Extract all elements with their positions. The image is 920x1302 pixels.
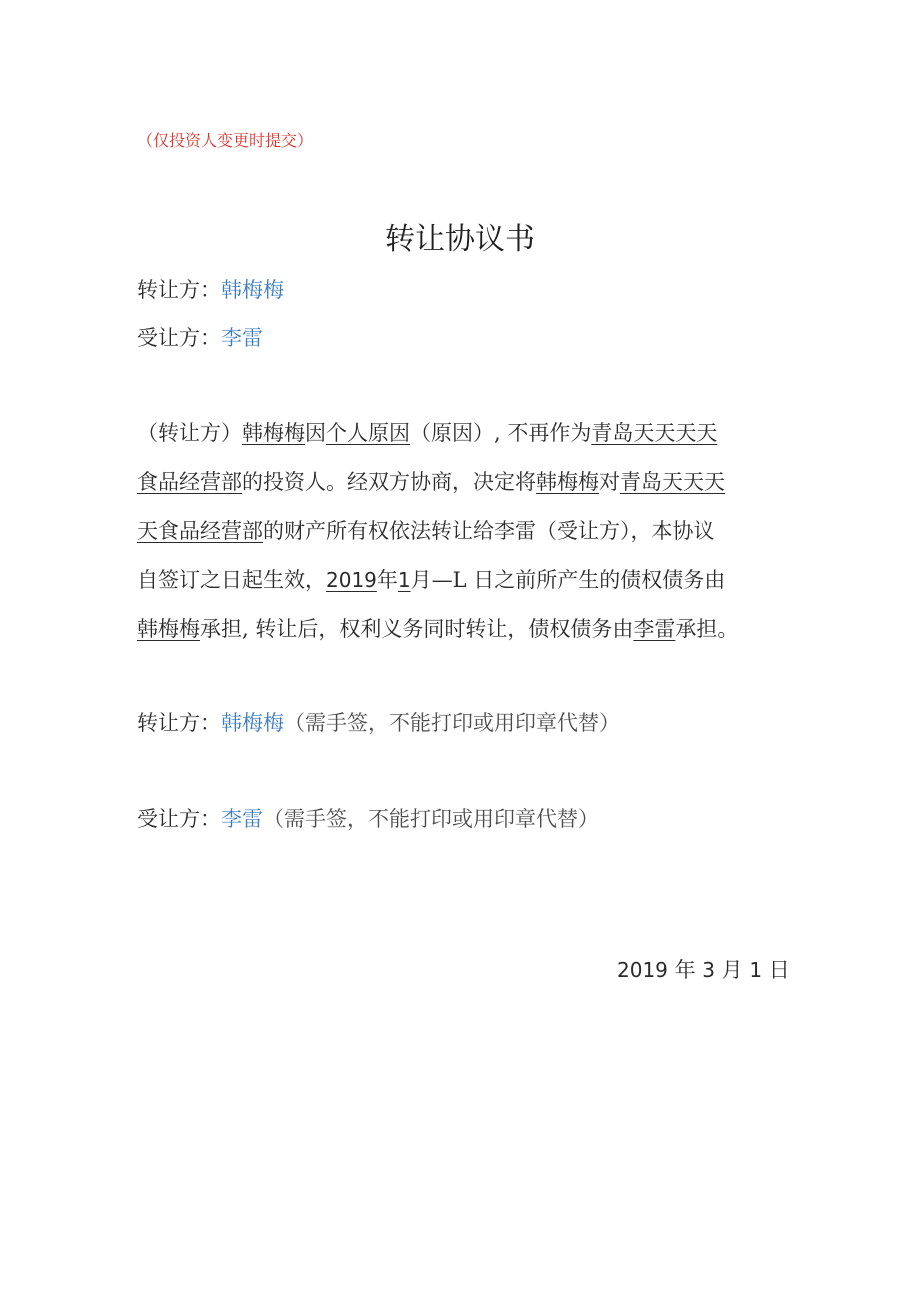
- transferor-signature-line: [137, 708, 620, 738]
- transferee-label: 受让方：: [137, 326, 221, 350]
- date-month-unit: 月: [715, 958, 750, 982]
- date-day-unit: 日: [762, 958, 790, 982]
- date-year: 2019: [617, 958, 668, 982]
- body-text: 的财产所有权依法转让给李雷（受让方），本协议: [263, 519, 715, 543]
- signature-label: 受让方：: [137, 807, 221, 831]
- date-day: 1: [749, 958, 763, 982]
- body-text: 自签订之日起生效，: [137, 568, 326, 592]
- body-text: 年: [376, 568, 398, 592]
- signature-hint: （需手签，不能打印或用印章代替）: [263, 807, 599, 831]
- signature-hint: （需手签，不能打印或用印章代替）: [284, 711, 620, 735]
- transferor-name-underlined: 韩梅梅: [242, 421, 305, 445]
- body-text: 承担, 转让后，权利义务同时转让，债权债务由: [200, 617, 634, 641]
- signature-label: 转让方：: [137, 711, 221, 735]
- transferee-name-underlined: 李雷: [633, 617, 676, 641]
- body-text: 月—L 日之前所产生的债权债务由: [410, 568, 726, 592]
- body-text: 对: [599, 470, 620, 494]
- body-line-1: [137, 418, 717, 448]
- company-name-underlined: 天食品经营部: [137, 519, 263, 543]
- transferee-name: 李雷: [221, 326, 263, 350]
- transferor-name-underlined: 韩梅梅: [137, 617, 200, 641]
- document-title: 转让协议书: [385, 222, 535, 257]
- transferor-name: 韩梅梅: [221, 278, 284, 302]
- body-text: 因: [305, 421, 326, 445]
- company-name-underlined: 青岛天天天天: [591, 421, 718, 445]
- body-text: （转让方）: [137, 421, 242, 445]
- transferee-signature-line: [137, 804, 599, 834]
- company-name-underlined: 食品经营部: [137, 470, 242, 494]
- body-line-3: [137, 516, 715, 546]
- body-line-5: [137, 614, 738, 644]
- company-name-underlined: 青岛天天天: [620, 470, 725, 494]
- reason-underlined: 个人原因: [326, 421, 410, 445]
- year-underlined: 2019: [326, 568, 377, 592]
- transferee-line: [137, 323, 263, 353]
- transferor-name-underlined: 韩梅梅: [536, 470, 599, 494]
- transferor-signature-name: 韩梅梅: [221, 711, 284, 735]
- signing-date: [617, 955, 790, 985]
- body-text: 的投资人。经双方协商，决定将: [242, 470, 536, 494]
- body-line-2: [137, 467, 725, 497]
- body-text: 承担。: [675, 617, 739, 641]
- date-month: 3: [702, 958, 715, 982]
- submission-note: （仅投资人变更时提交）: [137, 131, 314, 150]
- body-text: （原因）, 不再作为: [410, 421, 592, 445]
- body-line-4: [137, 565, 725, 595]
- transferor-label: 转让方：: [137, 278, 221, 302]
- transferor-line: [137, 275, 284, 305]
- transferee-signature-name: 李雷: [221, 807, 263, 831]
- month-underlined: 1: [397, 568, 411, 592]
- date-year-unit: 年: [667, 958, 703, 982]
